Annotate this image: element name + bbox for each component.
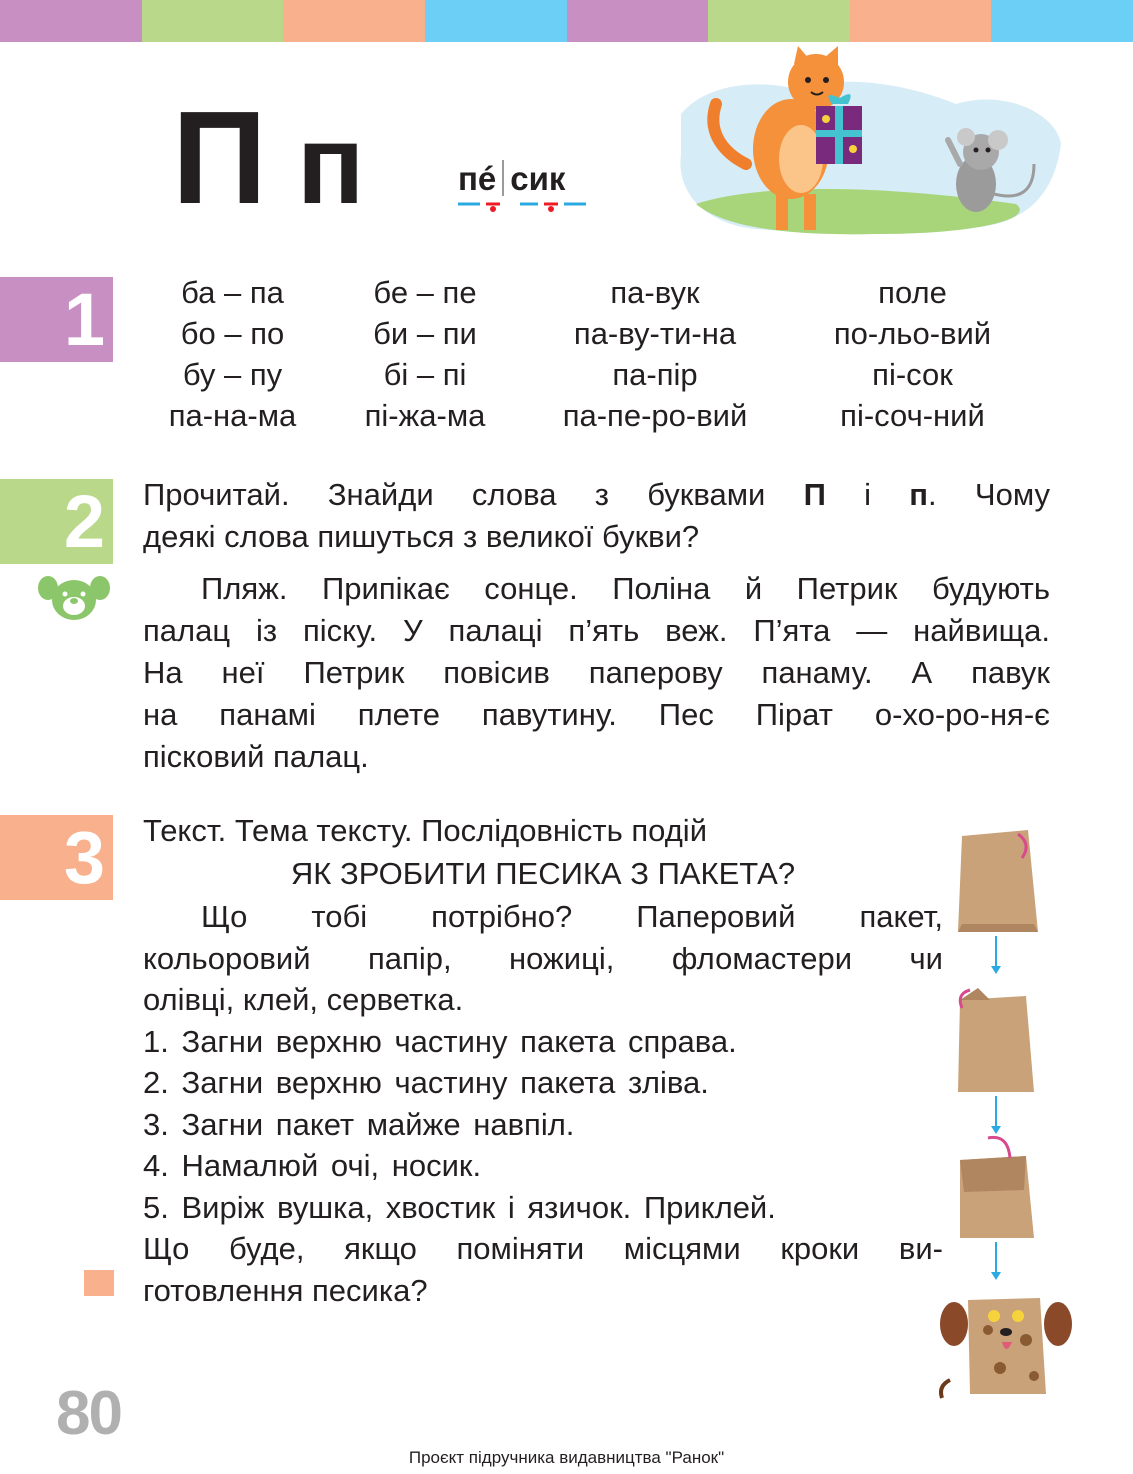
stripe — [567, 0, 709, 42]
sound-scheme — [458, 200, 588, 212]
upper-letter: П — [172, 84, 269, 231]
syllable-word — [458, 160, 565, 198]
syllable-row — [140, 313, 1040, 354]
letter-heading — [172, 84, 367, 231]
step-item: 5. Виріж вушка, хвостик і язичок. Приклей. — [143, 1189, 776, 1225]
syllable-cell: по-льо-вий — [833, 316, 992, 351]
syllable-grid — [140, 272, 1040, 436]
syllable-cell: па-пе-ро-вий — [562, 398, 748, 433]
final-question — [143, 1228, 943, 1311]
bold-letter-upper: П — [803, 477, 826, 512]
materials-paragraph — [143, 896, 943, 1021]
syllable-cell: ба – па — [181, 275, 284, 310]
task-2-text — [143, 474, 1050, 778]
step-item: 1. Загни верхню частину пакета справа. — [143, 1023, 737, 1059]
syllable-cell: би – пи — [373, 316, 477, 351]
stripe — [425, 0, 567, 42]
syllable-row — [140, 395, 1040, 436]
task-1-number-tab: 1 — [0, 277, 113, 362]
step-item: 3. Загни пакет майже навпіл. — [143, 1106, 575, 1142]
syllable-cell: па-на-ма — [168, 398, 297, 433]
story-line: Пляж. Припікає сонце. Поліна й Петрик будують — [201, 571, 1050, 606]
top-color-stripes — [0, 0, 1133, 42]
stripe — [991, 0, 1133, 42]
task-2-question: Прочитай. Знайди слова з буквами П і п. Чому — [143, 477, 1050, 512]
reading-story — [143, 568, 1050, 778]
syllable-cell: пі-сок — [872, 357, 953, 392]
syllable-cell: па-пір — [612, 357, 698, 392]
page-number: 80 — [56, 1379, 121, 1448]
stripe — [142, 0, 284, 42]
step-item: 2. Загни верхню частину пакета зліва. — [143, 1065, 709, 1100]
stripe — [850, 0, 992, 42]
syllable-2: сик — [510, 160, 566, 197]
publisher-footer: Проєкт підручника видавництва "Ранок" — [408, 1448, 725, 1467]
syllable-1: пé — [458, 160, 497, 197]
story-line: На неї Петрик повісив паперову панаму. А павук — [143, 655, 1050, 690]
stripe — [283, 0, 425, 42]
question-line: готовлення песика? — [143, 1272, 428, 1308]
syllable-cell: пі-жа-ма — [364, 398, 486, 433]
question-line: Що буде, якщо поміняти місцями кроки ви- — [143, 1231, 943, 1266]
syllable-cell: поле — [878, 275, 947, 310]
paragraph-line: Що тобі потрібно? Паперовий пакет, — [201, 899, 943, 934]
paragraph-line: кольоровий папір, ножиці, фломастери чи — [143, 940, 943, 976]
syllable-row — [140, 272, 1040, 313]
question-bullet-square — [84, 1270, 114, 1296]
syllable-cell: па-вук — [610, 275, 700, 310]
stripe — [708, 0, 850, 42]
syllable-cell: бі – пі — [383, 357, 467, 392]
lower-letter: п — [296, 102, 367, 227]
syllable-cell: бе – пе — [373, 275, 477, 310]
story-line: пісковий палац. — [143, 739, 369, 774]
syllable-cell: бу – пу — [182, 357, 283, 392]
step-item: 4. Намалюй очі, носик. — [143, 1148, 482, 1183]
story-line: на панамі плете павутину. Пес Пірат о-хо-ро-ня-є — [143, 697, 1050, 732]
cat-and-mouse-illustration — [676, 44, 1061, 236]
bold-letter-lower: п — [909, 477, 929, 512]
stripe — [0, 0, 142, 42]
paper-bag-steps-illustration — [930, 820, 1080, 1400]
steps-list — [143, 1021, 943, 1229]
syllable-row — [140, 354, 1040, 395]
syllable-divider — [502, 160, 504, 196]
syllable-cell: пі-соч-ний — [840, 398, 985, 433]
task-2-number-tab: 2 — [0, 479, 113, 564]
task-3-number-tab: 3 — [0, 815, 113, 900]
dog-pair-work-icon — [38, 574, 110, 622]
syllable-cell: бо – по — [180, 316, 285, 351]
syllable-cell: па-ву-ти-на — [573, 316, 737, 351]
task-3-subtitle: Текст. Тема тексту. Послідовність подій — [143, 813, 708, 848]
task-3-text — [143, 810, 943, 1311]
paragraph-line: олівці, клей, серветка. — [143, 982, 464, 1017]
task-3-title: ЯК ЗРОБИТИ ПЕСИКА З ПАКЕТА? — [290, 855, 796, 891]
story-line: палац із піску. У палаці п’ять веж. П’ята — найвища. — [143, 613, 1050, 648]
task-2-question-line-2: деякі слова пишуться з великої букви? — [143, 519, 700, 554]
